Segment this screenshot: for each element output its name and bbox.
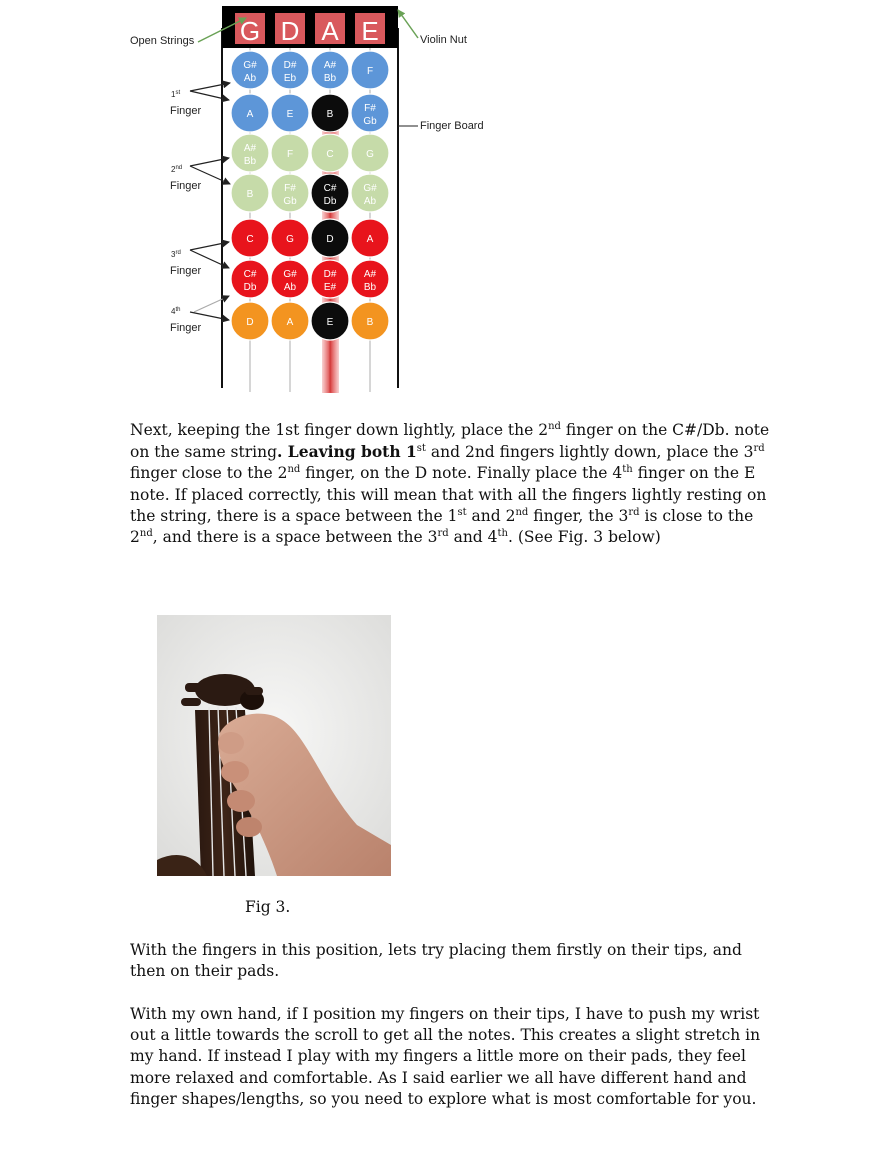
note-F — [271, 134, 309, 172]
svg-text:Bb: Bb — [323, 73, 337, 84]
open-string-letter-G: G — [239, 16, 261, 46]
note-A — [271, 302, 309, 340]
note-G — [351, 134, 389, 172]
open-string-letter-A: A — [321, 16, 339, 46]
note-grid — [231, 51, 389, 340]
note-A — [231, 94, 269, 132]
note-Asharp-Bb — [351, 260, 389, 298]
svg-text:F: F — [366, 66, 374, 77]
svg-text:A: A — [286, 317, 294, 328]
finger-board-label: Finger Board — [420, 120, 484, 132]
finger-label-3 — [170, 250, 202, 277]
tips-pads-paragraph: With the fingers in this position, lets try placing them firstly on their tips, and then on their pads. — [130, 941, 742, 981]
finger-label-1 — [170, 90, 202, 117]
svg-text:B: B — [366, 317, 374, 328]
svg-text:D#: D# — [323, 269, 337, 280]
note-E — [271, 94, 309, 132]
svg-text:Db: Db — [243, 282, 257, 293]
svg-text:Eb: Eb — [283, 73, 297, 84]
note-D — [231, 302, 269, 340]
note-Csharp-Db — [311, 174, 349, 212]
fingerboard-diagram — [0, 0, 884, 400]
note-Asharp-Bb — [231, 134, 269, 172]
svg-text:G#: G# — [363, 183, 377, 194]
svg-text:Db: Db — [323, 196, 337, 207]
hand-comfort-paragraph: With my own hand, if I position my fingers on their tips, I have to push my wrist out a little towards the scroll to get all the notes. This creates a slight stretch in my hand. If instead I play with my fingers a little more on their pads, they feel more relaxed and comfortable. As I said earlier we all have different hand and finger shapes/lengths, so you need to explore what is most comfortable for you. — [130, 1005, 761, 1108]
svg-text:A#: A# — [363, 269, 377, 280]
note-Gsharp-Ab — [231, 51, 269, 89]
svg-text:Finger: Finger — [170, 265, 202, 277]
svg-text:A: A — [246, 109, 254, 120]
strings — [250, 48, 370, 392]
svg-text:B: B — [246, 189, 254, 200]
note-Gsharp-Ab — [351, 174, 389, 212]
note-B — [351, 302, 389, 340]
svg-text:Ab: Ab — [243, 73, 257, 84]
svg-text:E#: E# — [323, 282, 337, 293]
svg-text:Ab: Ab — [283, 282, 297, 293]
svg-text:Bb: Bb — [243, 156, 257, 167]
note-Gsharp-Ab — [271, 260, 309, 298]
svg-text:Finger: Finger — [170, 322, 202, 334]
svg-text:Bb: Bb — [363, 282, 377, 293]
note-F — [351, 51, 389, 89]
svg-text:Finger: Finger — [170, 105, 202, 117]
finger-arrows — [190, 83, 230, 320]
svg-text:Gb: Gb — [363, 116, 377, 127]
svg-text:A#: A# — [323, 60, 337, 71]
hand-on-violin-photo — [157, 615, 391, 876]
note-Fsharp-Gb — [351, 94, 389, 132]
note-Dsharp-Esharp — [311, 260, 349, 298]
svg-text:G: G — [366, 149, 374, 160]
note-C — [231, 219, 269, 257]
open-strings-label: Open Strings — [130, 35, 195, 47]
svg-text:B: B — [326, 109, 334, 120]
instruction-paragraph: Next, keeping the 1st finger down lightly, place the 2nd finger on the C#/Db. note on the same string. Leaving both 1st and 2nd fingers lightly down, place the 3rd finger close to the 2nd finger, on the D note. Finally place the 4th finger on the E note. If placed correctly, this will mean that with all the fingers lightly resting on the string, there is a space between the 1st and 2nd finger, the 3rd is close to the 2nd, and there is a space between the 3rd and 4th. (See Fig. 3 below) — [130, 420, 770, 547]
svg-text:G#: G# — [283, 269, 297, 280]
note-C — [311, 134, 349, 172]
svg-text:1st: 1st — [171, 90, 181, 99]
violin-nut-label: Violin Nut — [420, 34, 467, 46]
note-E — [311, 302, 349, 340]
note-Fsharp-Gb — [271, 174, 309, 212]
svg-text:E: E — [286, 109, 294, 120]
svg-text:C: C — [246, 234, 254, 245]
svg-text:G#: G# — [243, 60, 257, 71]
svg-text:D: D — [326, 234, 334, 245]
svg-text:C#: C# — [243, 269, 257, 280]
svg-text:G: G — [286, 234, 294, 245]
violin-nut-arrow — [398, 10, 418, 38]
open-string-letter-E: E — [361, 16, 379, 46]
svg-text:Finger: Finger — [170, 180, 202, 192]
svg-text:F#: F# — [364, 103, 376, 114]
svg-text:4th: 4th — [171, 307, 181, 316]
svg-text:3rd: 3rd — [171, 250, 181, 259]
svg-text:D#: D# — [283, 60, 297, 71]
note-Dsharp-Eb — [271, 51, 309, 89]
svg-text:2nd: 2nd — [171, 165, 183, 174]
open-string-letter-D: D — [280, 16, 300, 46]
svg-text:D: D — [246, 317, 254, 328]
note-Csharp-Db — [231, 260, 269, 298]
svg-text:A: A — [366, 234, 374, 245]
note-G — [271, 219, 309, 257]
svg-text:E: E — [326, 317, 334, 328]
svg-text:C: C — [326, 149, 334, 160]
svg-text:F: F — [286, 149, 294, 160]
svg-text:Ab: Ab — [363, 196, 377, 207]
note-B — [231, 174, 269, 212]
svg-text:A#: A# — [243, 143, 257, 154]
svg-text:C#: C# — [323, 183, 337, 194]
svg-text:F#: F# — [284, 183, 296, 194]
note-Asharp-Bb — [311, 51, 349, 89]
note-B — [311, 94, 349, 132]
svg-text:Gb: Gb — [283, 196, 297, 207]
note-D — [311, 219, 349, 257]
note-A — [351, 219, 389, 257]
figure-3-caption: Fig 3. — [245, 898, 291, 916]
